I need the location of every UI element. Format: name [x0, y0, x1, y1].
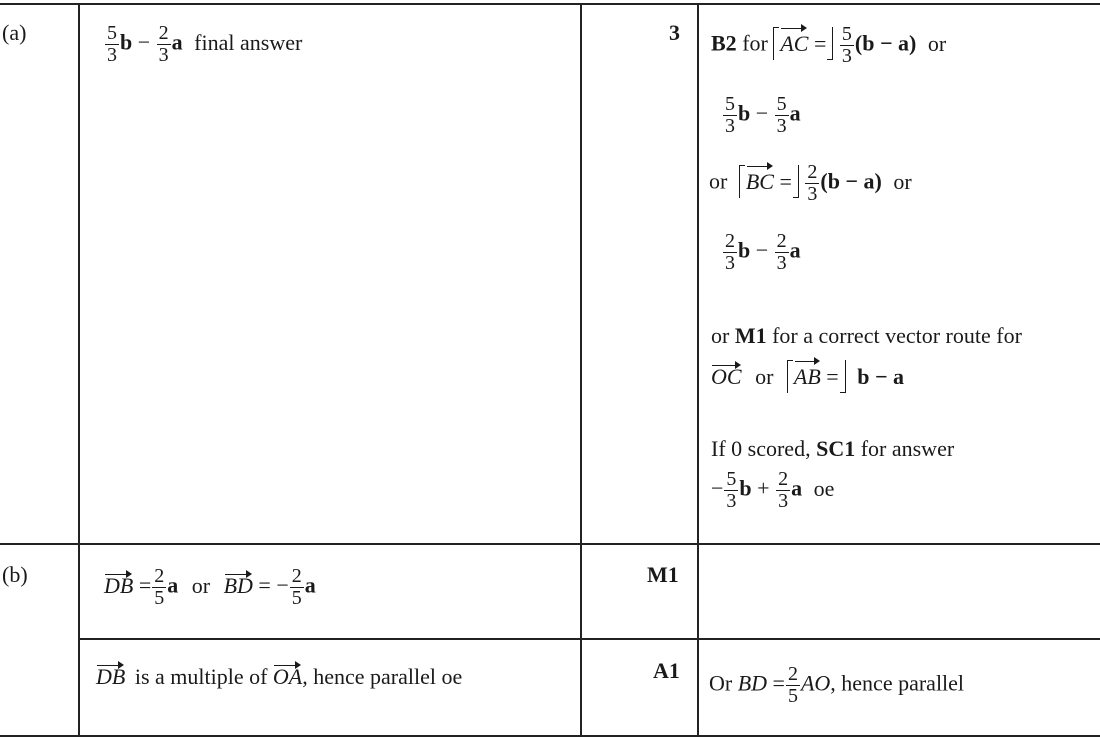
final-answer-text: final answer [194, 29, 303, 55]
divider-b-rows [78, 638, 1100, 640]
divider-part-a-b [0, 543, 1100, 545]
bottom-border [0, 735, 1100, 737]
guidance-line-4: $\frac{2}{3}$ b − $\frac{2}{3}$ a [725, 230, 801, 274]
guidance-line-3: or BC = $\frac{2}{3}$ (b − a) or [709, 161, 912, 205]
part-a-answer: $\frac{5}{3}$ b − $\frac{2}{3}$ a final answer [107, 22, 303, 66]
guidance-line-7: If 0 scored, SC1 for answer [711, 436, 955, 461]
part-a-mark: 3 [669, 20, 680, 45]
fraction: $\frac{5}{3}$ [107, 22, 117, 66]
guidance-line-6: OC or AB = b − a [711, 360, 904, 393]
part-b-row-2-guidance: Or BD = $\frac{2}{5}$ AO, hence parallel [709, 663, 965, 707]
guidance-line-1: B2 for AC = $\frac{5}{3}$ (b − a) or [711, 23, 947, 67]
part-b-label: (b) [2, 562, 28, 587]
guidance-line-8: − $\frac{5}{3}$ b + $\frac{2}{3}$ a oe [711, 468, 835, 512]
col-line-1 [78, 3, 80, 737]
col-line-3 [697, 3, 699, 737]
guidance-line-5: or M1 for a correct vector route for [711, 323, 1022, 348]
col-line-2 [580, 3, 582, 737]
fraction: $\frac{2}{3}$ [158, 22, 169, 66]
guidance-line-2: $\frac{5}{3}$ b − $\frac{5}{3}$ a [725, 93, 801, 137]
part-b-row-2-answer: DB is a multiple of OA, hence parallel oe [96, 664, 463, 689]
part-b-row-2-mark: A1 [653, 658, 680, 683]
part-b-row-1-mark: M1 [647, 562, 679, 587]
part-a-label: (a) [2, 20, 27, 45]
part-b-row-1-answer: DB = $\frac{2}{5}$ a or BD = − $\frac{2}{5}$ a [104, 565, 316, 609]
top-border [0, 3, 1100, 5]
